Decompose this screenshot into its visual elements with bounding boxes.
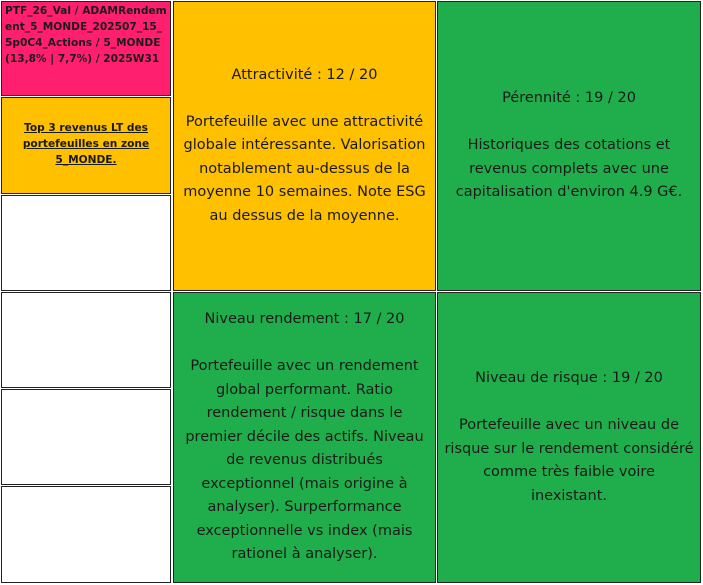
- attractivite-panel: [173, 1, 436, 291]
- risque-heading: Niveau de risque : 19 / 20: [475, 370, 663, 386]
- attractivite-text: Portefeuille avec une attractivité globale intéressante. Valorisation notablement au-dessus de la moyenne 10 semaines. Note ESG au dessus de la moyenne.: [183, 113, 426, 224]
- rendement-heading: Niveau rendement : 17 / 20: [204, 311, 405, 328]
- empty-slot-3: [1, 389, 171, 485]
- portfolio-title: PTF_26_Val / ADAMRendement_5_MONDE_202507_15_5p0C4_Actions / 5_MONDE (13,8% | 7,7%) / 2025W31: [5, 5, 167, 65]
- empty-slot-1: [1, 195, 171, 291]
- portfolio-title-cell: [1, 1, 171, 96]
- risque-panel: [437, 292, 701, 583]
- top3-label: Top 3 revenus LT des portefeuilles en zone 5_MONDE.: [22, 122, 150, 166]
- risque-text: Portefeuille avec un niveau de risque sur le rendement considéré comme très faible voire inexistant.: [444, 417, 694, 504]
- perennite-text: Historiques des cotations et revenus complets avec une capitalisation d'environ 4.9 G€.: [455, 137, 683, 201]
- rendement-text: Portefeuille avec un rendement global performant. Ratio rendement / risque dans le premier décile des actifs. Niveau de revenus distribués exceptionnel (mais origine à analyser). Surperformance exceptionnelle vs index (mais rationel à analyser).: [185, 358, 424, 563]
- perennite-panel: [437, 1, 701, 291]
- empty-slot-2: [1, 292, 171, 388]
- empty-slot-4: [1, 486, 171, 583]
- attractivite-heading: Attractivité : 12 / 20: [231, 66, 378, 83]
- perennite-heading: Pérennité : 19 / 20: [502, 90, 636, 107]
- rendement-panel: [173, 292, 436, 583]
- top3-label-cell: [1, 97, 171, 194]
